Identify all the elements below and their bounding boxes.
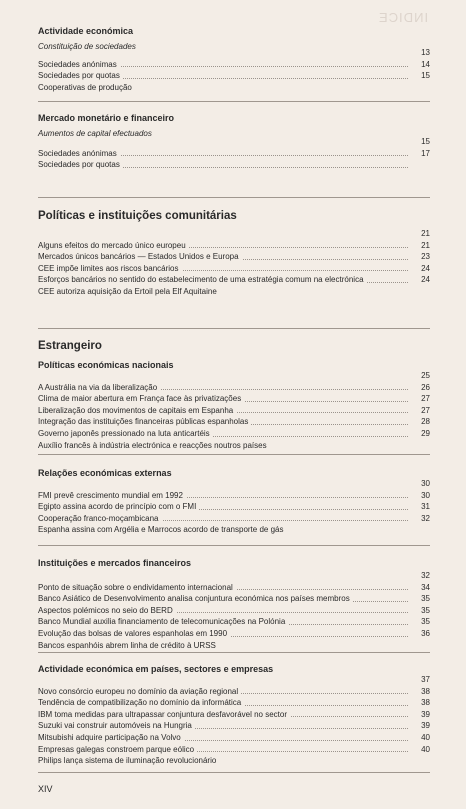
toc-entry[interactable]: Empresas galegas constroem parque eólico 40 [38,744,430,754]
toc-entry[interactable]: Espanha assina com Argélia e Marrocos acordo de transporte de gás [38,524,430,536]
toc-entry[interactable]: Novo consórcio europeu no domínio da aviação regional 38 [38,686,430,696]
toc-entry[interactable]: Integração das instituições financeiras públicas espanholas 28 [38,417,430,427]
page-number: 39 [421,721,430,731]
page-number: 14 [421,59,430,69]
page-number: 39 [421,709,430,719]
page-number: 27 [421,405,430,415]
toc-entry[interactable]: Egipto assina acordo de princípio com o FMI 31 [38,502,430,512]
divider [38,652,430,653]
section-subtitle: Aumentos de capital efectuados [38,129,152,138]
group-title: Relações económicas externas [38,468,172,478]
toc-entry[interactable]: A Austrália na via da liberalização 26 [38,382,430,392]
page-number: 35 [421,605,430,615]
page-folio: XIV [38,784,53,794]
toc-entry[interactable]: Clima de maior abertura em França face às privatizações 27 [38,394,430,404]
group-instituicoes [38,558,430,651]
toc-entry[interactable]: Cooperativas de produção [38,82,430,94]
page-number: 38 [421,698,430,708]
page-number: 38 [421,686,430,696]
page-number: 40 [421,744,430,754]
group-title: Instituições e mercados financeiros [38,558,192,568]
toc-entry[interactable]: Philips lança sistema de iluminação revolucionário [38,755,430,767]
bleed-through-watermark: INDICE [377,10,428,25]
toc-entry[interactable]: Sociedades por quotas [38,159,430,171]
chapter-title: Políticas e instituições comunitárias [38,210,237,222]
toc-entry[interactable]: Mitsubishi adquire participação na Volvo 40 [38,732,430,742]
section-actividade-economica [38,26,430,93]
toc-entry[interactable]: Mercados únicos bancários — Estados Unidos e Europa 23 [38,252,430,262]
page-number: 40 [421,732,430,742]
group-title: Políticas económicas nacionais [38,360,174,370]
page-number: 24 [421,263,430,273]
toc-entry[interactable]: Alguns efeitos do mercado único europeu 21 [38,240,430,250]
toc-entry[interactable]: Banco Mundial auxilia financiamento de telecomunicações na Polónia 35 [38,617,430,627]
group-relacoes [38,468,430,536]
toc-entry[interactable]: Ponto de situação sobre o endividamento internacional 34 [38,582,430,592]
divider [38,101,430,102]
toc-entry[interactable]: Bancos espanhóis abrem linha de crédito à URSS [38,640,430,652]
page-number: 37 [421,675,430,684]
page-number: 29 [421,428,430,438]
divider [38,454,430,455]
page-number: 34 [421,582,430,592]
toc-entry[interactable]: Sociedades anónimas 17 [38,148,430,158]
toc-entry[interactable]: IBM toma medidas para ultrapassar conjuntura desfavorável no sector 39 [38,709,430,719]
toc-entry[interactable]: FMI prevê crescimento mundial em 1992 30 [38,490,430,500]
page-number: 21 [421,240,430,250]
section-title: Actividade económica [38,26,134,36]
page-number: 36 [421,628,430,638]
page-number: 23 [421,252,430,262]
page-number: 30 [421,479,430,488]
page-number: 15 [421,137,430,146]
toc-entry[interactable]: CEE impõe limites aos riscos bancários 24 [38,263,430,273]
toc-entry[interactable]: Governo japonês pressionado na luta anticartéis 29 [38,428,430,438]
toc-entry[interactable]: Cooperação franco-moçambicana 32 [38,513,430,523]
chapter-title: Estrangeiro [38,340,102,352]
toc-entry[interactable]: Esforços bancários no sentido do estabelecimento de uma estratégia comum na electrónica 24 [38,275,430,285]
page-number: 17 [421,148,430,158]
section-title: Mercado monetário e financeiro [38,113,175,123]
toc-entry[interactable]: Sociedades por quotas 15 [38,71,430,81]
toc-entry[interactable]: Auxílio francês à indústria electrónica e reacções noutros países [38,440,430,452]
page-number: 31 [421,502,430,512]
page-number: 27 [421,394,430,404]
toc-entry[interactable]: Evolução das bolsas de valores espanholas em 1990 36 [38,628,430,638]
page-number: 32 [421,513,430,523]
page-number: 35 [421,617,430,627]
section-estrangeiro [38,340,430,451]
page-number: 35 [421,594,430,604]
divider [38,328,430,329]
page-number: 32 [421,571,430,580]
group-actividade-paises [38,664,430,767]
page-number: 30 [421,490,430,500]
page-number: 13 [421,48,430,57]
toc-entry[interactable]: Aspectos polémicos no seio do BERD 35 [38,605,430,615]
toc-entry[interactable]: Liberalização dos movimentos de capitais em Espanha 27 [38,405,430,415]
group-title: Actividade económica em países, sectores e empresas [38,664,274,674]
toc-entry[interactable]: Suzuki vai construir automóveis na Hungria 39 [38,721,430,731]
page-number: 15 [421,71,430,81]
page-number: 28 [421,417,430,427]
section-subtitle: Constituição de sociedades [38,42,136,51]
divider [38,545,430,546]
toc-entry[interactable]: Tendência de compatibilização no domínio da informática 38 [38,698,430,708]
page-number: 21 [421,229,430,238]
divider [38,772,430,773]
page-number: 26 [421,382,430,392]
section-mercado-monetario [38,113,430,171]
divider [38,197,430,198]
toc-entry[interactable]: Sociedades anónimas 14 [38,59,430,69]
section-politicas [38,210,430,298]
toc-entry[interactable]: CEE autoriza aquisição da Ertoil pela Elf Aquitaine [38,286,430,298]
page-number: 24 [421,275,430,285]
page-number: 25 [421,371,430,380]
toc-entry[interactable]: Banco Asiático de Desenvolvimento analisa conjuntura económica nos países membros 35 [38,594,430,604]
